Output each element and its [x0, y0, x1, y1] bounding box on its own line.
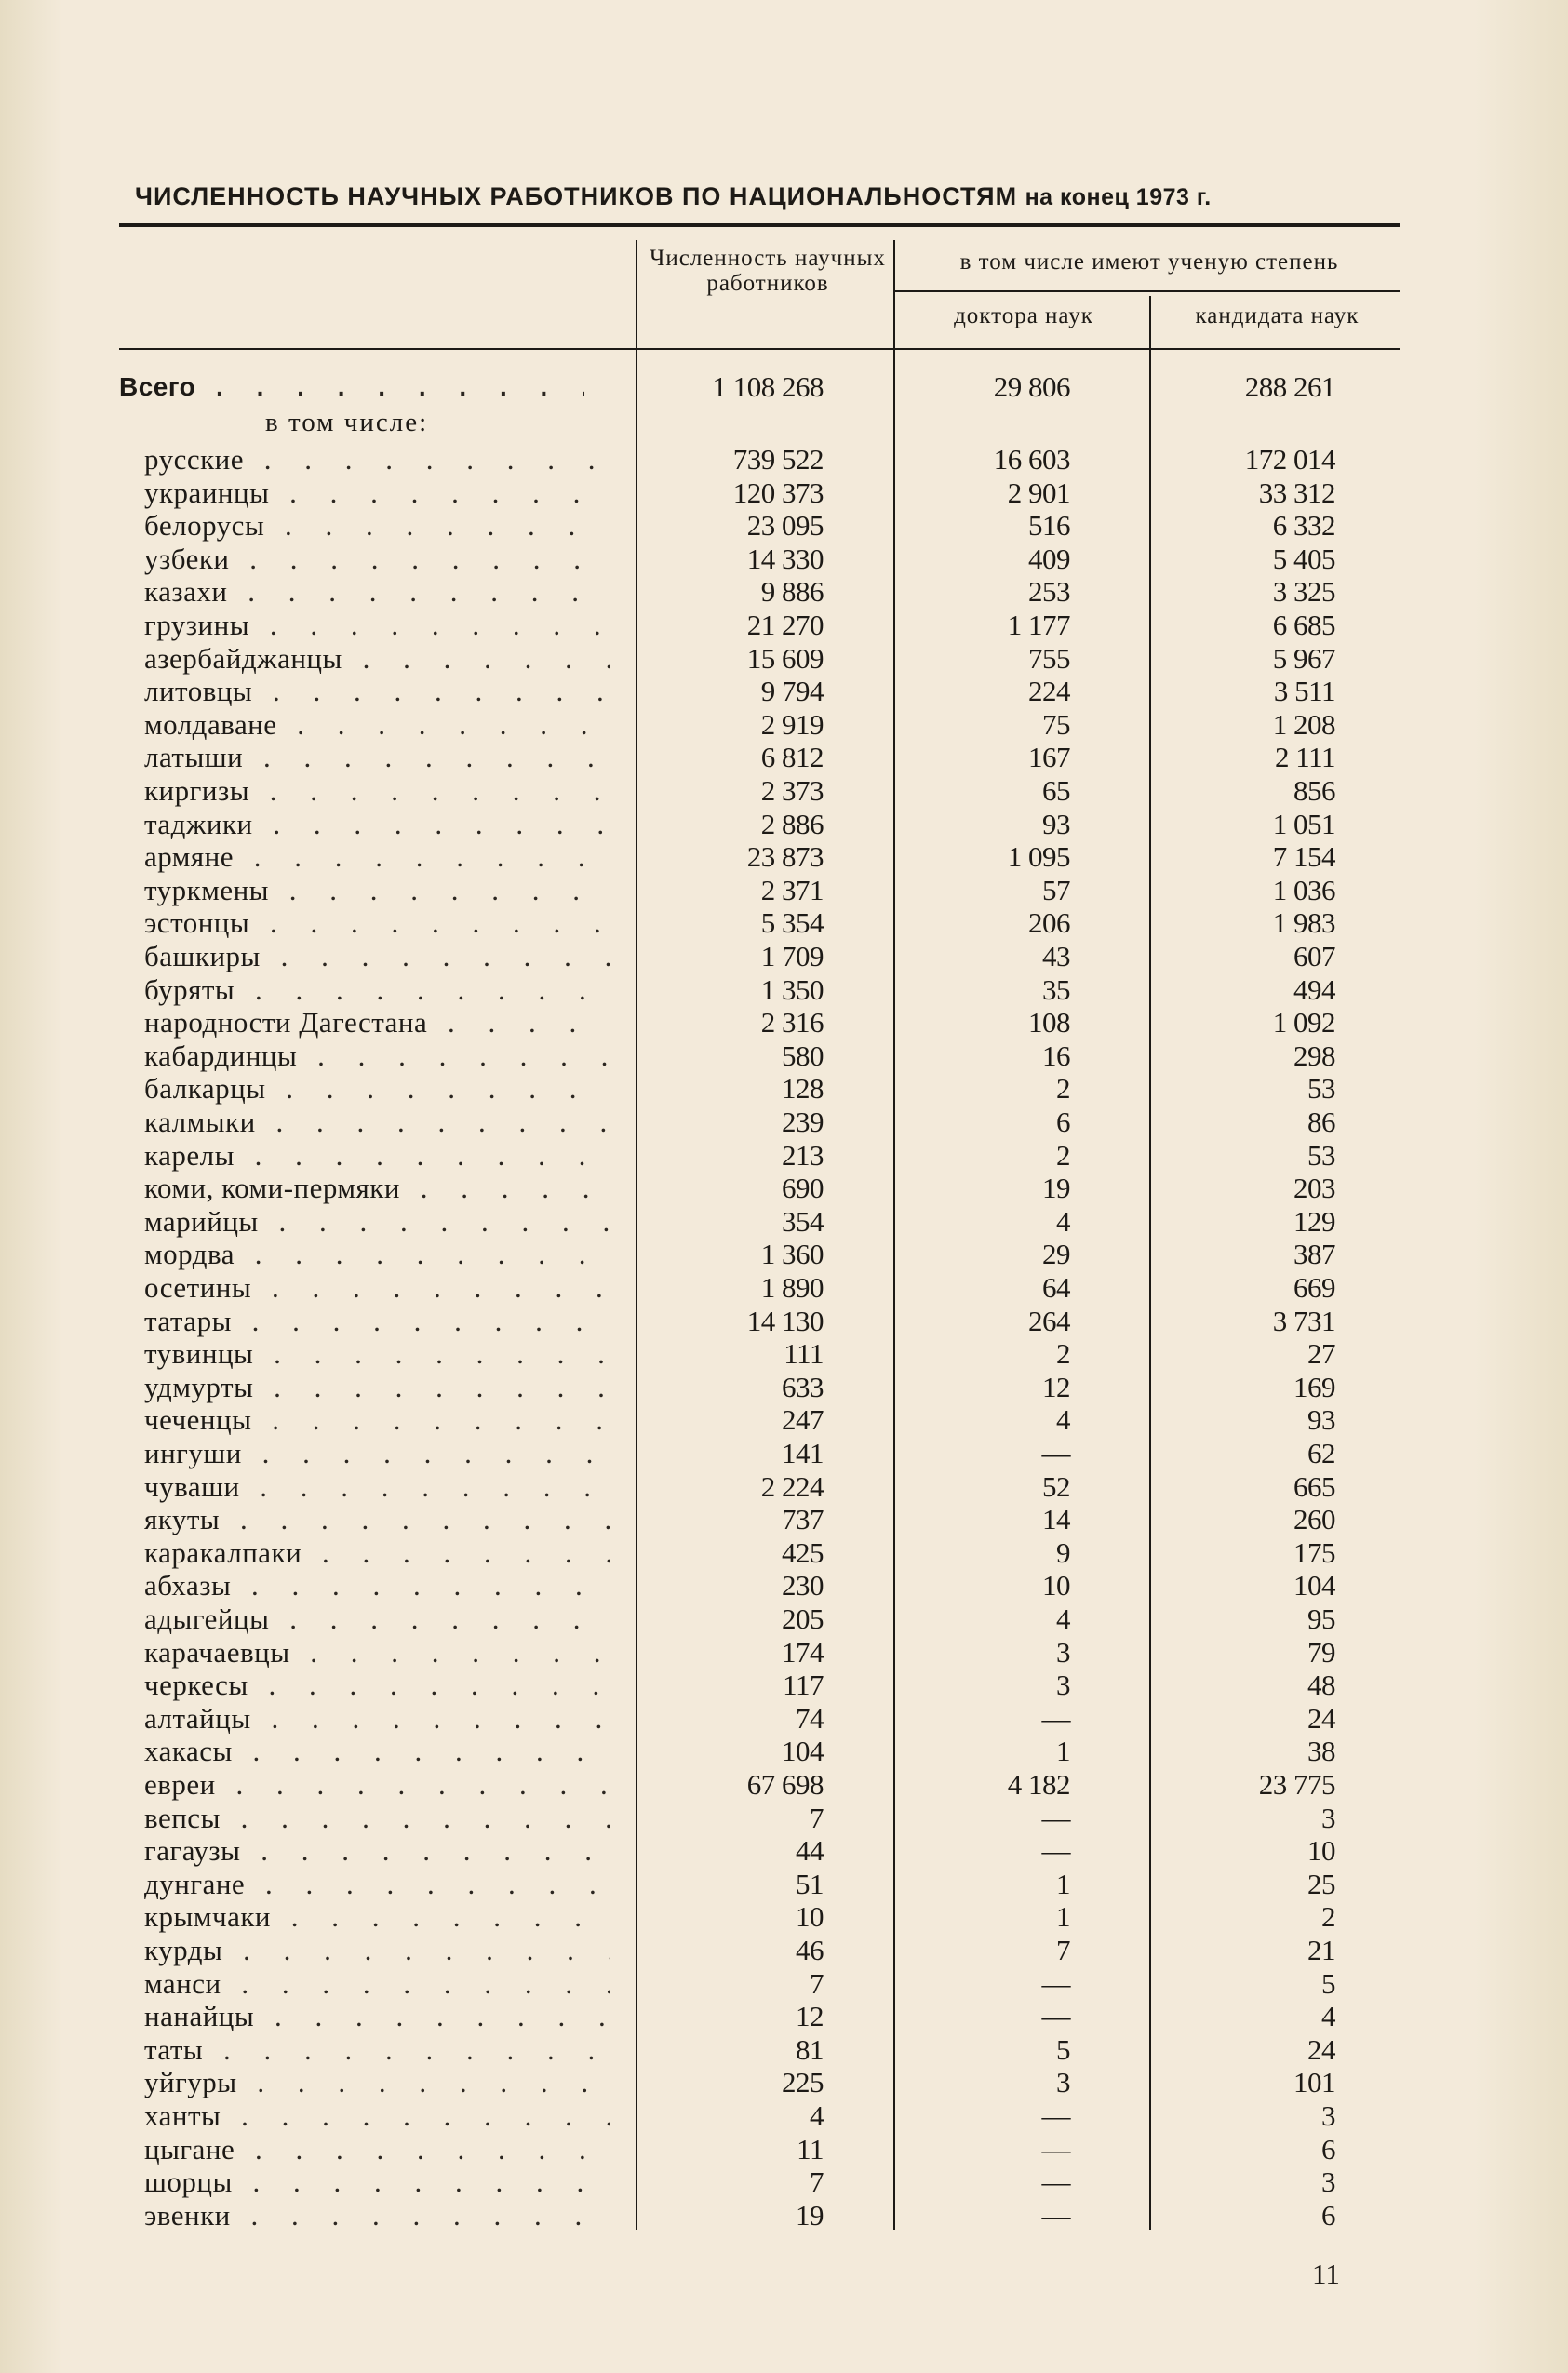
workers-count: 10 [796, 1900, 824, 1934]
doctors-count: 19 [1042, 1172, 1070, 1205]
nationality-name: тувинцы . . . [144, 1337, 610, 1371]
column-divider-1 [636, 240, 637, 348]
candidates-count: 62 [1307, 1437, 1335, 1469]
doctors-count: — [1041, 2132, 1070, 2165]
nationality-name: карелы . . . [144, 1139, 610, 1173]
workers-count: 7 [810, 1966, 824, 2000]
doctors-count: 9 [1056, 1535, 1070, 1569]
doctors-count: 1 095 [1007, 840, 1070, 874]
table-row [0, 1271, 1568, 1305]
doctors-count: 2 901 [1007, 476, 1070, 509]
workers-count: 205 [782, 1602, 824, 1635]
candidates-count: 5 967 [1272, 641, 1335, 675]
workers-count: 12 [796, 2000, 824, 2033]
title-suffix: на конец 1973 г. [1025, 184, 1212, 210]
workers-count: 117 [783, 1669, 824, 1702]
nationality-name: балкарцы . . . [144, 1072, 610, 1106]
workers-count: 67 698 [746, 1768, 824, 1801]
workers-count: 51 [796, 1867, 824, 1900]
candidates-count: 6 332 [1272, 509, 1335, 543]
candidates-count: 2 [1321, 1900, 1335, 1934]
nationality-name: мордва . . . [144, 1238, 610, 1271]
candidates-count: 387 [1293, 1238, 1335, 1271]
nationality-name: хакасы . . . [144, 1735, 610, 1768]
candidates-count: 38 [1307, 1735, 1335, 1768]
candidates-count: 79 [1307, 1635, 1335, 1669]
doctors-count: — [1041, 2165, 1070, 2199]
candidates-count: 3 [1321, 1801, 1335, 1834]
doctors-count: 206 [1028, 906, 1070, 940]
table-row [0, 1503, 1568, 1536]
candidates-count: 1 036 [1272, 873, 1335, 906]
doctors-count: 108 [1028, 1006, 1070, 1039]
table-row [0, 609, 1568, 642]
doctors-count: 16 [1042, 1039, 1070, 1072]
workers-count: 120 373 [732, 476, 824, 509]
table-row [0, 1072, 1568, 1106]
workers-count: 5 354 [760, 906, 824, 940]
workers-count: 141 [782, 1437, 824, 1469]
table-title [135, 182, 1400, 211]
candidates-count: 665 [1293, 1469, 1335, 1503]
nationality-name: туркмены . . . [144, 874, 610, 907]
nationality-name: украинцы . . . [144, 476, 610, 510]
workers-count: 21 270 [746, 609, 824, 641]
workers-count: 23 873 [746, 840, 824, 874]
title-rule [119, 223, 1400, 227]
doctors-count: 14 [1042, 1503, 1070, 1536]
candidates-count: 6 [1321, 2198, 1335, 2232]
total-label: Всего . . . [119, 370, 584, 404]
candidates-count: 93 [1307, 1403, 1335, 1437]
table-row [0, 575, 1568, 609]
nationality-name: таджики . . . [144, 808, 610, 841]
table-row [0, 1536, 1568, 1570]
nationality-name: киргизы . . . [144, 774, 610, 808]
nationality-name: ханты . . . [144, 2099, 610, 2133]
table-row [0, 741, 1568, 774]
workers-count: 46 [796, 1934, 824, 1966]
table-row [0, 1900, 1568, 1934]
doctors-count: 4 [1056, 1403, 1070, 1437]
nationality-name: вепсы . . . [144, 1802, 610, 1835]
nationality-name: чуваши . . . [144, 1470, 610, 1504]
workers-count: 690 [782, 1172, 824, 1205]
nationality-name: коми, коми-пермяки . . . [144, 1172, 610, 1205]
table-row [0, 940, 1568, 973]
workers-count: 633 [782, 1370, 824, 1403]
nationality-name: цыгане . . . [144, 2133, 610, 2166]
workers-count: 2 316 [760, 1006, 824, 1039]
table-row [0, 774, 1568, 808]
workers-count: 2 919 [760, 707, 824, 741]
doctors-count: 7 [1056, 1934, 1070, 1966]
total-row [0, 370, 1568, 404]
workers-count: 44 [796, 1834, 824, 1868]
workers-count: 1 350 [760, 972, 824, 1006]
table-row [0, 1934, 1568, 1967]
candidates-count: 21 [1307, 1934, 1335, 1966]
sub-label: в том числе: [265, 408, 429, 437]
candidates-count: 5 [1321, 1966, 1335, 2000]
doctors-count: 4 [1056, 1204, 1070, 1238]
column-divider-3 [1149, 296, 1151, 348]
workers-count: 213 [782, 1138, 824, 1172]
candidates-count: 1 051 [1272, 807, 1335, 840]
nationality-name: ингуши . . . [144, 1437, 610, 1470]
candidates-count: 27 [1307, 1337, 1335, 1371]
workers-count: 74 [796, 1701, 824, 1735]
workers-count: 230 [782, 1569, 824, 1602]
nationality-name: азербайджанцы . . . [144, 642, 610, 676]
nationality-name: адыгейцы . . . [144, 1602, 610, 1636]
doctors-count: 1 [1056, 1735, 1070, 1768]
candidates-count: 494 [1293, 972, 1335, 1006]
nationality-name: молдаване . . . [144, 708, 610, 742]
doctors-count: — [1041, 1801, 1070, 1834]
header-doctors: доктора наук [954, 303, 1093, 328]
candidates-count: 104 [1293, 1569, 1335, 1602]
table-row [0, 642, 1568, 676]
total-workers: 1 108 268 [712, 370, 824, 403]
workers-count: 7 [810, 2165, 824, 2199]
workers-count: 225 [782, 2066, 824, 2099]
table-row [0, 1238, 1568, 1271]
table-row [0, 509, 1568, 543]
doctors-count: 43 [1042, 940, 1070, 972]
table-row [0, 1437, 1568, 1470]
candidates-count: 48 [1307, 1669, 1335, 1702]
doctors-count: 2 [1056, 1337, 1070, 1371]
workers-count: 9 886 [760, 575, 824, 609]
table-row [0, 1735, 1568, 1768]
doctors-count: 1 [1056, 1867, 1070, 1900]
nationality-name: армяне . . . [144, 840, 610, 874]
workers-count: 354 [782, 1204, 824, 1238]
nationality-name: удмурты . . . [144, 1371, 610, 1404]
table-row [0, 2199, 1568, 2232]
candidates-count: 3 [1321, 2165, 1335, 2199]
nationality-name: татары . . . [144, 1305, 610, 1338]
nationality-name: нанайцы . . . [144, 2000, 610, 2033]
workers-count: 580 [782, 1039, 824, 1072]
doctors-count: 1 [1056, 1900, 1070, 1934]
table-row [0, 2066, 1568, 2099]
nationality-name: эвенки . . . [144, 2199, 610, 2232]
table-row [0, 1802, 1568, 1835]
candidates-count: 5 405 [1272, 542, 1335, 575]
workers-count: 23 095 [746, 509, 824, 543]
table-row [0, 1172, 1568, 1205]
doctors-count: 3 [1056, 2066, 1070, 2099]
candidates-count: 2 111 [1275, 741, 1335, 774]
column-divider-2 [893, 240, 895, 348]
doctors-count: 12 [1042, 1370, 1070, 1403]
table-row [0, 1834, 1568, 1868]
table-row [0, 1768, 1568, 1802]
nationality-name: башкиры . . . [144, 940, 610, 973]
workers-count: 425 [782, 1535, 824, 1569]
table-row [0, 1006, 1568, 1039]
table-row [0, 1636, 1568, 1669]
candidates-count: 3 731 [1272, 1304, 1335, 1337]
nationality-name: кабардинцы . . . [144, 1039, 610, 1073]
doctors-count: — [1041, 2099, 1070, 2132]
workers-count: 7 [810, 1801, 824, 1834]
header-candidates: кандидата наук [1195, 303, 1360, 328]
total-doctors: 29 806 [993, 370, 1070, 403]
nationality-name: латыши . . . [144, 741, 610, 774]
candidates-count: 6 [1321, 2132, 1335, 2165]
candidates-count: 10 [1307, 1834, 1335, 1868]
workers-count: 14 330 [746, 542, 824, 575]
workers-count: 11 [797, 2132, 824, 2165]
workers-count: 111 [784, 1337, 824, 1371]
candidates-count: 101 [1293, 2066, 1335, 2099]
workers-count: 6 812 [760, 741, 824, 774]
nationality-name: казахи . . . [144, 575, 610, 609]
title-main: ЧИСЛЕННОСТЬ НАУЧНЫХ РАБОТНИКОВ ПО НАЦИОНАЛЬНОСТЯМ [135, 182, 1018, 210]
nationality-name: народности Дагестана . . . [144, 1006, 610, 1039]
nationality-name: дунгане . . . [144, 1868, 610, 1901]
workers-count: 2 371 [760, 873, 824, 906]
workers-count: 2 373 [760, 774, 824, 807]
table-row [0, 1305, 1568, 1338]
nationality-name: таты . . . [144, 2033, 610, 2067]
candidates-count: 95 [1307, 1602, 1335, 1635]
table-row [0, 675, 1568, 708]
doctors-count: 6 [1056, 1106, 1070, 1138]
nationality-name: якуты . . . [144, 1503, 610, 1536]
header-degree-group: в том числе имеют ученую степень [959, 249, 1339, 275]
table-row [0, 1669, 1568, 1702]
doctors-count: 29 [1042, 1238, 1070, 1271]
table-row [0, 2165, 1568, 2199]
table-row [0, 708, 1568, 742]
workers-count: 1 360 [760, 1238, 824, 1271]
nationality-name: крымчаки . . . [144, 1900, 610, 1934]
candidates-count: 7 154 [1272, 840, 1335, 874]
nationality-name: абхазы . . . [144, 1569, 610, 1602]
nationality-name: эстонцы . . . [144, 906, 610, 940]
table-row [0, 1337, 1568, 1371]
candidates-count: 53 [1307, 1138, 1335, 1172]
table-row [0, 1139, 1568, 1173]
doctors-count: 1 177 [1007, 609, 1070, 641]
nationality-name: манси . . . [144, 1967, 610, 2001]
table-row [0, 1868, 1568, 1901]
header-workers: Численность научных работников [650, 246, 886, 296]
workers-count: 9 794 [760, 675, 824, 708]
candidates-count: 1 208 [1272, 707, 1335, 741]
candidates-count: 25 [1307, 1867, 1335, 1900]
workers-count: 2 886 [760, 807, 824, 840]
doctors-count: 264 [1028, 1304, 1070, 1337]
header-group-rule [893, 290, 1400, 292]
workers-count: 15 609 [746, 641, 824, 675]
table-row [0, 2099, 1568, 2133]
nationality-name: курды . . . [144, 1934, 610, 1967]
workers-count: 4 [810, 2099, 824, 2132]
doctors-count: 167 [1028, 741, 1070, 774]
table-row [0, 1569, 1568, 1602]
workers-count: 739 522 [732, 443, 824, 476]
nationality-name: литовцы . . . [144, 675, 610, 708]
doctors-count: 75 [1042, 707, 1070, 741]
workers-count: 174 [782, 1635, 824, 1669]
nationality-name: евреи . . . [144, 1768, 610, 1802]
nationality-name: буряты . . . [144, 973, 610, 1007]
candidates-count: 169 [1293, 1370, 1335, 1403]
candidates-count: 53 [1307, 1072, 1335, 1106]
table-row [0, 1106, 1568, 1139]
table-row [0, 443, 1568, 476]
doctors-count: 4 182 [1007, 1768, 1070, 1801]
doctors-count: 52 [1042, 1469, 1070, 1503]
workers-count: 81 [796, 2032, 824, 2066]
table-row [0, 1602, 1568, 1636]
workers-count: 14 130 [746, 1304, 824, 1337]
nationality-name: алтайцы . . . [144, 1702, 610, 1736]
doctors-count: 4 [1056, 1602, 1070, 1635]
doctors-count: 224 [1028, 675, 1070, 708]
candidates-count: 1 983 [1272, 906, 1335, 940]
candidates-count: 3 325 [1272, 575, 1335, 609]
workers-count: 2 224 [760, 1469, 824, 1503]
workers-count: 1 709 [760, 940, 824, 972]
candidates-count: 175 [1293, 1535, 1335, 1569]
nationality-name: чеченцы . . . [144, 1403, 610, 1437]
nationality-name: каракалпаки . . . [144, 1536, 610, 1570]
candidates-count: 23 775 [1258, 1768, 1335, 1801]
nationality-name: уйгуры . . . [144, 2066, 610, 2099]
workers-count: 239 [782, 1106, 824, 1138]
candidates-count: 172 014 [1244, 443, 1335, 476]
candidates-count: 129 [1293, 1204, 1335, 1238]
table-row [0, 2000, 1568, 2033]
doctors-count: 2 [1056, 1138, 1070, 1172]
workers-count: 737 [782, 1503, 824, 1536]
doctors-count: 93 [1042, 807, 1070, 840]
table-row [0, 1403, 1568, 1437]
doctors-count: — [1041, 1437, 1070, 1469]
candidates-count: 298 [1293, 1039, 1335, 1072]
table-row [0, 1205, 1568, 1239]
doctors-count: 65 [1042, 774, 1070, 807]
table-row [0, 2133, 1568, 2166]
candidates-count: 3 [1321, 2099, 1335, 2132]
nationality-name: шорцы . . . [144, 2165, 610, 2199]
candidates-count: 6 685 [1272, 609, 1335, 641]
nationality-name: грузины . . . [144, 609, 610, 642]
workers-count: 128 [782, 1072, 824, 1106]
doctors-count: 57 [1042, 873, 1070, 906]
doctors-count: 516 [1028, 509, 1070, 543]
nationality-name: калмыки . . . [144, 1106, 610, 1139]
nationality-name: осетины . . . [144, 1271, 610, 1305]
doctors-count: — [1041, 1834, 1070, 1868]
nationality-name: черкесы . . . [144, 1669, 610, 1702]
workers-count: 247 [782, 1403, 824, 1437]
doctors-count: 409 [1028, 542, 1070, 575]
nationality-name: гагаузы . . . [144, 1834, 610, 1868]
nationality-name: белорусы . . . [144, 509, 610, 543]
doctors-count: 253 [1028, 575, 1070, 609]
table-row [0, 1039, 1568, 1073]
total-candidates: 288 261 [1244, 370, 1335, 403]
page-number: 11 [1312, 2258, 1340, 2290]
doctors-count: 35 [1042, 972, 1070, 1006]
candidates-count: 86 [1307, 1106, 1335, 1138]
doctors-count: 3 [1056, 1635, 1070, 1669]
table-row [0, 1371, 1568, 1404]
candidates-count: 4 [1321, 2000, 1335, 2033]
table-row [0, 840, 1568, 874]
candidates-count: 669 [1293, 1271, 1335, 1304]
workers-count: 1 890 [760, 1271, 824, 1304]
doctors-count: 3 [1056, 1669, 1070, 1702]
table-row [0, 1702, 1568, 1736]
nationality-name: узбеки . . . [144, 543, 610, 576]
doctors-count: — [1041, 1966, 1070, 2000]
candidates-count: 33 312 [1258, 476, 1335, 509]
table-row [0, 543, 1568, 576]
candidates-count: 3 511 [1273, 675, 1335, 708]
table-row [0, 2033, 1568, 2067]
doctors-count: 5 [1056, 2032, 1070, 2066]
workers-count: 104 [782, 1735, 824, 1768]
candidates-count: 24 [1307, 1701, 1335, 1735]
candidates-count: 203 [1293, 1172, 1335, 1205]
candidates-count: 260 [1293, 1503, 1335, 1536]
table-row [0, 1967, 1568, 2001]
header-rule [119, 348, 1400, 350]
nationality-name: карачаевцы . . . [144, 1636, 610, 1669]
table-row [0, 1470, 1568, 1504]
doctors-count: 64 [1042, 1271, 1070, 1304]
doctors-count: — [1041, 2198, 1070, 2232]
doctors-count: — [1041, 2000, 1070, 2033]
table-row [0, 973, 1568, 1007]
workers-count: 19 [796, 2198, 824, 2232]
doctors-count: 755 [1028, 641, 1070, 675]
table-row [0, 874, 1568, 907]
doctors-count: 16 603 [993, 443, 1070, 476]
candidates-count: 24 [1307, 2032, 1335, 2066]
candidates-count: 856 [1293, 774, 1335, 807]
nationality-name: марийцы . . . [144, 1205, 610, 1239]
table-row [0, 808, 1568, 841]
table-row [0, 476, 1568, 510]
candidates-count: 1 092 [1272, 1006, 1335, 1039]
nationality-name: русские . . . [144, 443, 610, 476]
table-row [0, 906, 1568, 940]
doctors-count: — [1041, 1701, 1070, 1735]
doctors-count: 2 [1056, 1072, 1070, 1106]
doctors-count: 10 [1042, 1569, 1070, 1602]
candidates-count: 607 [1293, 940, 1335, 972]
